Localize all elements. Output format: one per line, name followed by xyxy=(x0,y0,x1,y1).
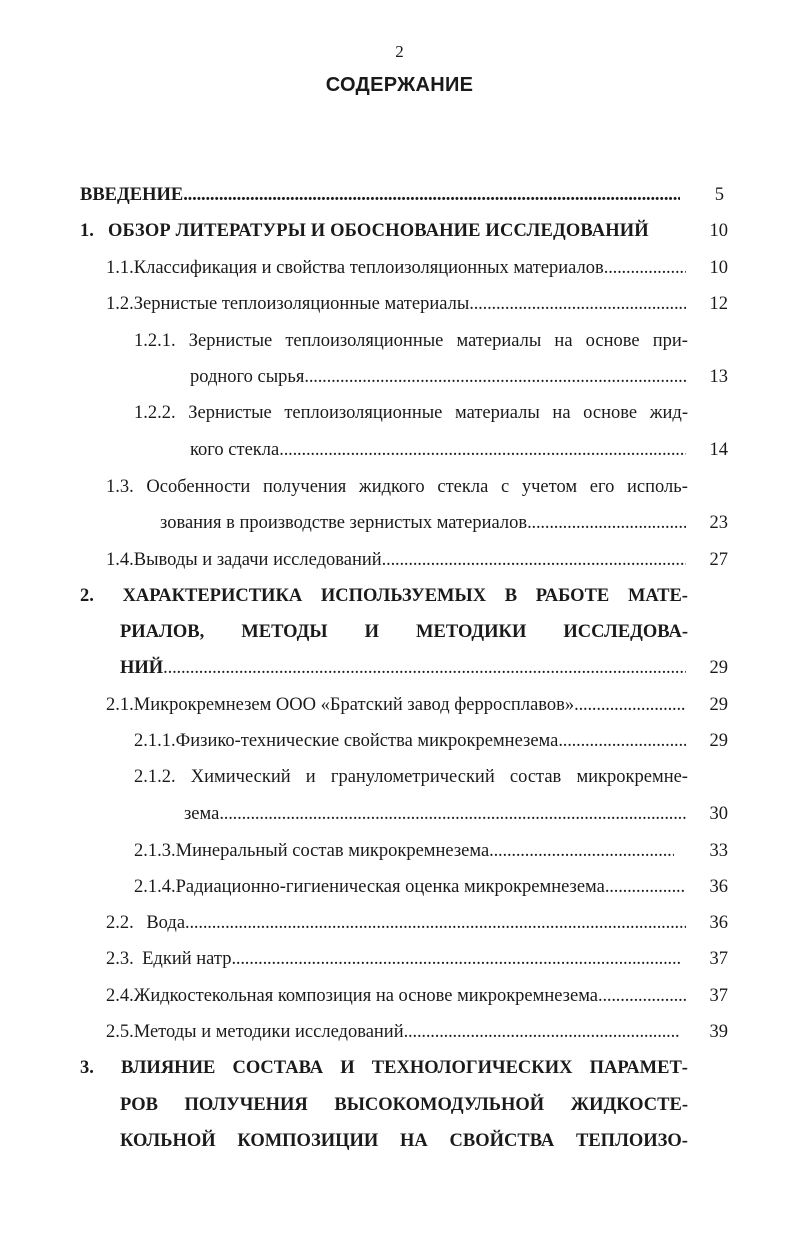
toc-page: 13 xyxy=(709,367,728,387)
toc-entry-1-1[interactable] xyxy=(106,256,686,280)
toc-word: СОСТАВА xyxy=(232,1058,324,1078)
toc-entry-2-1-4[interactable] xyxy=(134,875,686,899)
toc-word: при- xyxy=(652,331,688,351)
toc-entry-text: Выводы и задачи исследований xyxy=(133,550,382,570)
toc-word: ХАРАКТЕРИСТИКА xyxy=(122,586,303,606)
dot-leader xyxy=(604,256,686,280)
toc-page: 10 xyxy=(709,221,728,241)
toc-word: РИАЛОВ, xyxy=(120,622,205,642)
toc-entry-1-3[interactable] xyxy=(106,475,688,499)
toc-entry-1-2-2-cont[interactable] xyxy=(190,438,686,462)
dot-leader xyxy=(489,839,674,863)
toc-word: исполь- xyxy=(627,477,688,497)
toc-entry-2-1-1[interactable] xyxy=(134,729,686,753)
toc-page: 27 xyxy=(709,550,728,570)
dot-leader xyxy=(304,365,686,389)
toc-word: учетом xyxy=(521,477,578,497)
toc-entry-number: 2.5. xyxy=(106,1022,134,1042)
toc-page: 14 xyxy=(709,440,728,460)
toc-word: на xyxy=(552,403,571,423)
toc-word: И xyxy=(340,1058,355,1078)
toc-entry-text: Методы и методики исследований xyxy=(133,1022,404,1042)
toc-entry-number: 2.3. xyxy=(106,949,134,969)
toc-word: Химический xyxy=(190,767,291,787)
dot-leader xyxy=(163,656,686,680)
toc-entry-1[interactable] xyxy=(80,219,690,243)
toc-entry-number: 1.3. xyxy=(106,477,134,497)
toc-word: гранулометрический xyxy=(330,767,495,787)
toc-entry-number: 1. xyxy=(80,221,94,241)
toc-word: теплоизоляционные xyxy=(285,331,444,351)
toc-entry-2-cont[interactable] xyxy=(120,620,688,644)
toc-entry-text: зема xyxy=(184,804,220,824)
toc-page: 37 xyxy=(709,986,728,1006)
toc-word: Зернистые xyxy=(188,403,272,423)
dot-leader xyxy=(598,984,686,1008)
toc-word: теплоизоляционные xyxy=(284,403,443,423)
toc-entry-number: 2.1.1. xyxy=(134,731,176,751)
toc-entry-text: родного сырья xyxy=(190,367,305,387)
toc-entry-text: Классификация и свойства теплоизоляционных материалов xyxy=(133,258,604,278)
dot-leader xyxy=(605,875,686,899)
toc-page: 12 xyxy=(709,294,728,314)
dot-leader xyxy=(231,947,680,971)
toc-entry-number: 2.1.2. xyxy=(134,767,176,787)
toc-entry-2-4[interactable] xyxy=(106,984,686,1008)
toc-entry-text: Минеральный состав микрокремнезема xyxy=(175,841,490,861)
toc-entry-1-2[interactable] xyxy=(106,292,686,316)
toc-word: жидкого xyxy=(358,477,425,497)
toc-entry-2-1[interactable] xyxy=(106,693,686,717)
toc-entry-text: Физико-технические свойства микрокремнезема xyxy=(175,731,559,751)
toc-word: основе xyxy=(585,331,640,351)
toc-word: состав xyxy=(509,767,562,787)
toc-page: 36 xyxy=(709,877,728,897)
toc-page: 37 xyxy=(709,949,728,969)
toc-page: 36 xyxy=(709,913,728,933)
toc-entry-number: 1.4. xyxy=(106,550,134,570)
toc-entry-number: 2. xyxy=(80,586,94,606)
toc-entry-2-3[interactable] xyxy=(106,947,680,971)
toc-word: основе xyxy=(583,403,638,423)
toc-word: ТЕПЛОИЗО- xyxy=(576,1131,688,1151)
toc-entry-number: 2.1.4. xyxy=(134,877,176,897)
toc-entry-1-3-cont[interactable] xyxy=(160,511,686,535)
toc-entry-1-2-2[interactable] xyxy=(134,401,688,425)
toc-word: с xyxy=(500,477,510,497)
toc-entry-text: НИЙ xyxy=(120,658,164,678)
toc-word: МЕТОДИКИ xyxy=(416,622,527,642)
toc-word: ВЛИЯНИЕ xyxy=(121,1058,216,1078)
toc-entry-text: Микрокремнезем ООО «Братский завод ферросплавов» xyxy=(133,695,575,715)
toc-word: его xyxy=(589,477,615,497)
toc-word: материалы xyxy=(455,403,540,423)
toc-entry-2-cont2[interactable] xyxy=(120,656,686,680)
toc-word: ТЕХНОЛОГИЧЕСКИХ xyxy=(371,1058,573,1078)
toc-entry-text: зования в производстве зернистых материалов xyxy=(160,513,528,533)
toc-word: ПАРАМЕТ- xyxy=(589,1058,688,1078)
toc-entry-number: 2.1. xyxy=(106,695,134,715)
toc-page: 29 xyxy=(709,695,728,715)
page-title: СОДЕРЖАНИЕ xyxy=(325,74,474,96)
dot-leader xyxy=(219,802,686,826)
toc-word: стекла xyxy=(437,477,489,497)
dot-leader xyxy=(469,292,686,316)
toc-word: НА xyxy=(400,1131,428,1151)
dot-leader xyxy=(382,548,686,572)
toc-entry-2-5[interactable] xyxy=(106,1020,680,1044)
toc-entry-number: 2.2. xyxy=(106,913,134,933)
toc-word: РОВ xyxy=(120,1095,158,1115)
toc-word: жид- xyxy=(649,403,688,423)
toc-entry-text: ОБЗОР ЛИТЕРАТУРЫ И ОБОСНОВАНИЕ ИССЛЕДОВАНИЙ xyxy=(108,221,649,241)
toc-entry-number: 2.1.3. xyxy=(134,841,176,861)
toc-page: 10 xyxy=(709,258,728,278)
dot-leader xyxy=(185,911,686,935)
toc-entry-3[interactable] xyxy=(80,1056,688,1080)
toc-word: МАТЕ- xyxy=(627,586,688,606)
toc-word: ПОЛУЧЕНИЯ xyxy=(184,1095,308,1115)
toc-word: микрокремне- xyxy=(576,767,688,787)
toc-entry-3-cont2[interactable] xyxy=(120,1129,688,1153)
toc-entry-text: Едкий натр xyxy=(142,949,232,969)
toc-entry-1-2-1[interactable] xyxy=(134,329,688,353)
toc-entry-number: 2.4. xyxy=(106,986,134,1006)
toc-page: 39 xyxy=(709,1022,728,1042)
dot-leader xyxy=(183,183,680,207)
toc-entry-number: 1.2. xyxy=(106,294,134,314)
page-number: 2 xyxy=(395,42,404,61)
toc-word: и xyxy=(305,767,316,787)
dot-leader xyxy=(279,438,686,462)
toc-word: ИСПОЛЬЗУЕМЫХ xyxy=(320,586,487,606)
toc-word: РАБОТЕ xyxy=(535,586,610,606)
toc-entry-number: 1.2.2. xyxy=(134,403,176,423)
toc-entry-1-2-1-cont[interactable] xyxy=(190,365,686,389)
toc-word: В xyxy=(504,586,518,606)
toc-word: ИССЛЕДОВА- xyxy=(563,622,688,642)
toc-word: получения xyxy=(263,477,347,497)
toc-entry-2[interactable] xyxy=(80,584,688,608)
toc-page: 29 xyxy=(709,731,728,751)
toc-word: Зернистые xyxy=(188,331,273,351)
toc-word: на xyxy=(554,331,573,351)
toc-word: Особенности xyxy=(146,477,251,497)
toc-word: СВОЙСТВА xyxy=(449,1131,555,1151)
toc-word: ЖИДКОСТЕ- xyxy=(570,1095,688,1115)
toc-entry-number: 3. xyxy=(80,1058,94,1078)
toc-entry-3-cont[interactable] xyxy=(120,1093,688,1117)
dot-leader xyxy=(404,1020,680,1044)
toc-word: И xyxy=(364,622,379,642)
toc-entry-intro[interactable] xyxy=(80,183,680,207)
toc-page: 23 xyxy=(709,513,728,533)
toc-word: материалы xyxy=(456,331,542,351)
toc-entry-text: Вода xyxy=(146,913,186,933)
toc-word: КОМПОЗИЦИИ xyxy=(237,1131,379,1151)
toc-entry-text: Зернистые теплоизоляционные материалы xyxy=(133,294,470,314)
toc-entry-2-1-2[interactable] xyxy=(134,765,688,789)
toc-entry-text: Радиационно-гигиеническая оценка микрокремнезема xyxy=(175,877,605,897)
toc-entry-text: ВВЕДЕНИЕ xyxy=(80,185,184,205)
toc-entry-2-1-2-cont[interactable] xyxy=(184,802,686,826)
dot-leader xyxy=(574,693,686,717)
dot-leader xyxy=(527,511,686,535)
toc-entry-1-4[interactable] xyxy=(106,548,686,572)
toc-entry-text: Жидкостекольная композиция на основе микрокремнезема xyxy=(133,986,598,1006)
dot-leader xyxy=(558,729,686,753)
toc-page: 30 xyxy=(709,804,728,824)
toc-word: КОЛЬНОЙ xyxy=(120,1131,216,1151)
toc-entry-number: 1.1. xyxy=(106,258,134,278)
toc-entry-number: 1.2.1. xyxy=(134,331,176,351)
toc-entry-text: кого стекла xyxy=(190,440,280,460)
toc-word: МЕТОДЫ xyxy=(241,622,328,642)
toc-page: 33 xyxy=(709,841,728,861)
toc-page: 5 xyxy=(714,185,724,205)
toc-entry-2-1-3[interactable] xyxy=(134,839,674,863)
toc-page: 29 xyxy=(709,658,728,678)
toc-word: ВЫСОКОМОДУЛЬНОЙ xyxy=(334,1095,545,1115)
toc-entry-2-2[interactable] xyxy=(106,911,686,935)
